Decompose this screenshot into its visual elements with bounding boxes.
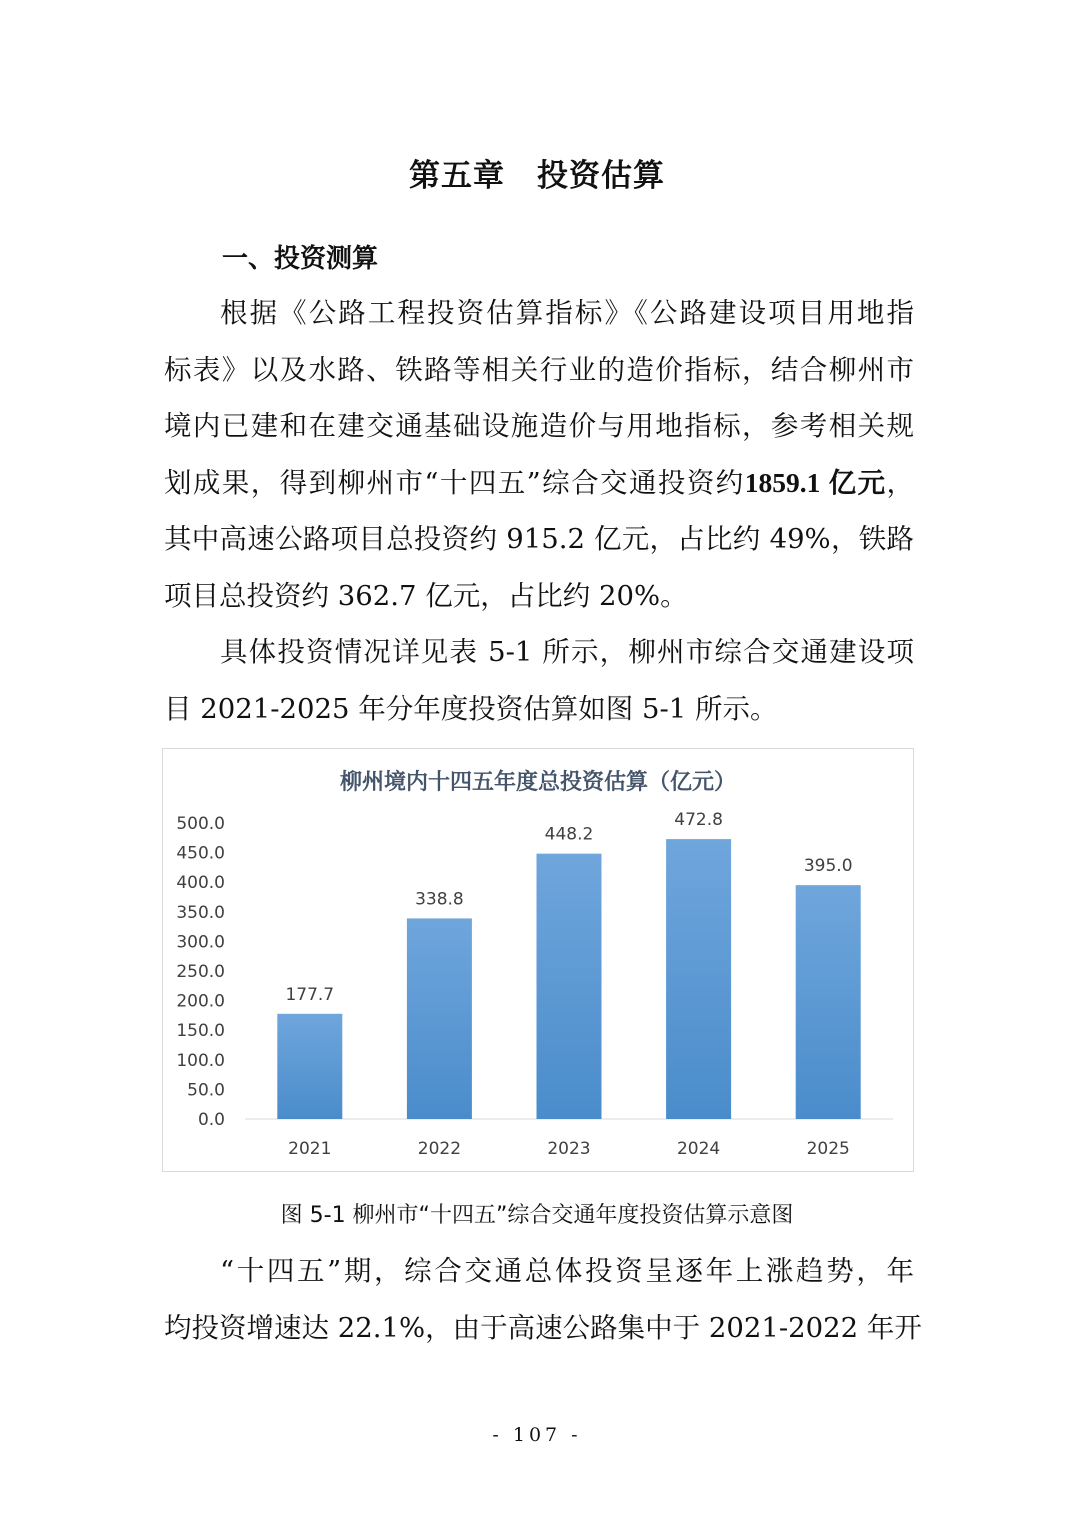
data-label-2024: 472.8	[674, 810, 723, 831]
bar-series	[277, 810, 860, 1119]
y-tick-label: 0.0	[197, 1110, 225, 1130]
bar-2025	[796, 885, 861, 1119]
page-number: - 107 -	[492, 1424, 582, 1446]
y-axis	[176, 814, 225, 1130]
y-tick-label: 450.0	[176, 843, 225, 864]
paragraph-investment-calculation	[164, 285, 914, 624]
bar-2024	[666, 839, 731, 1119]
y-tick-label: 50.0	[187, 1080, 225, 1101]
y-tick-label: 400.0	[176, 873, 225, 894]
x-axis	[288, 1139, 850, 1159]
y-tick-label: 250.0	[176, 962, 225, 982]
paragraph-line: 其中高速公路项目总投资约 915.2 亿元，占比约 49%，铁路	[164, 523, 914, 555]
bar-chart	[162, 748, 914, 1172]
chart-title: 柳州境内十四五年度总投资估算（亿元）	[339, 770, 737, 795]
bar-2023	[537, 854, 602, 1119]
x-tick-label: 2025	[806, 1139, 850, 1159]
data-label-2021: 177.7	[285, 984, 335, 1005]
figure-caption: 图 5-1 柳州市“十四五”综合交通年度投资估算示意图	[280, 1203, 794, 1228]
text-span: 划成果，得到柳州市“十四五”综合交通投资约	[164, 466, 745, 499]
paragraph-line: 标表》以及水路、铁路等相关行业的造价指标，结合柳州市	[164, 353, 914, 386]
paragraph-line: 根据《公路工程投资估算指标》《公路建设项目用地指	[220, 297, 914, 329]
x-tick-label: 2024	[676, 1139, 721, 1159]
paragraph-line: 境内已建和在建交通基础设施造价与用地指标，参考相关规	[164, 410, 914, 442]
paragraph-line: 具体投资情况详见表 5-1 所示，柳州市综合交通建设项	[220, 636, 914, 668]
bar-2021	[277, 1014, 342, 1119]
paragraph-line: 项目总投资约 362.7 亿元，占比约 20%。	[164, 579, 688, 612]
y-tick-label: 200.0	[176, 991, 225, 1012]
data-label-2023: 448.2	[544, 824, 594, 845]
total-investment-value: 1859.1 亿元	[744, 466, 887, 498]
chart-svg	[163, 749, 913, 1171]
x-tick-label: 2022	[417, 1139, 462, 1159]
paragraph-line: 目 2021-2025 年分年度投资估算如图 5-1 所示。	[164, 692, 778, 725]
text-span: ，	[886, 466, 915, 499]
paragraph-line	[164, 455, 914, 512]
chapter-title: 第五章 投资估算	[409, 158, 665, 194]
bar-2022	[407, 918, 472, 1119]
y-tick-label: 350.0	[176, 902, 225, 923]
y-tick-label: 150.0	[176, 1021, 225, 1042]
section-title: 一、投资测算	[222, 244, 379, 274]
y-tick-label: 500.0	[176, 814, 225, 834]
paragraph-line: “十四五”期，综合交通总体投资呈逐年上涨趋势，年	[220, 1255, 914, 1287]
y-tick-label: 100.0	[176, 1050, 225, 1071]
y-tick-label: 300.0	[176, 932, 225, 953]
paragraph-line: 均投资增速达 22.1%，由于高速公路集中于 2021-2022 年开	[164, 1311, 922, 1344]
paragraph-figure-reference	[164, 624, 914, 737]
x-tick-label: 2023	[547, 1139, 591, 1159]
paragraph-investment-trend	[164, 1243, 922, 1356]
x-tick-label: 2021	[288, 1139, 332, 1159]
data-label-2025: 395.0	[803, 856, 853, 877]
data-label-2022: 338.8	[415, 889, 464, 910]
